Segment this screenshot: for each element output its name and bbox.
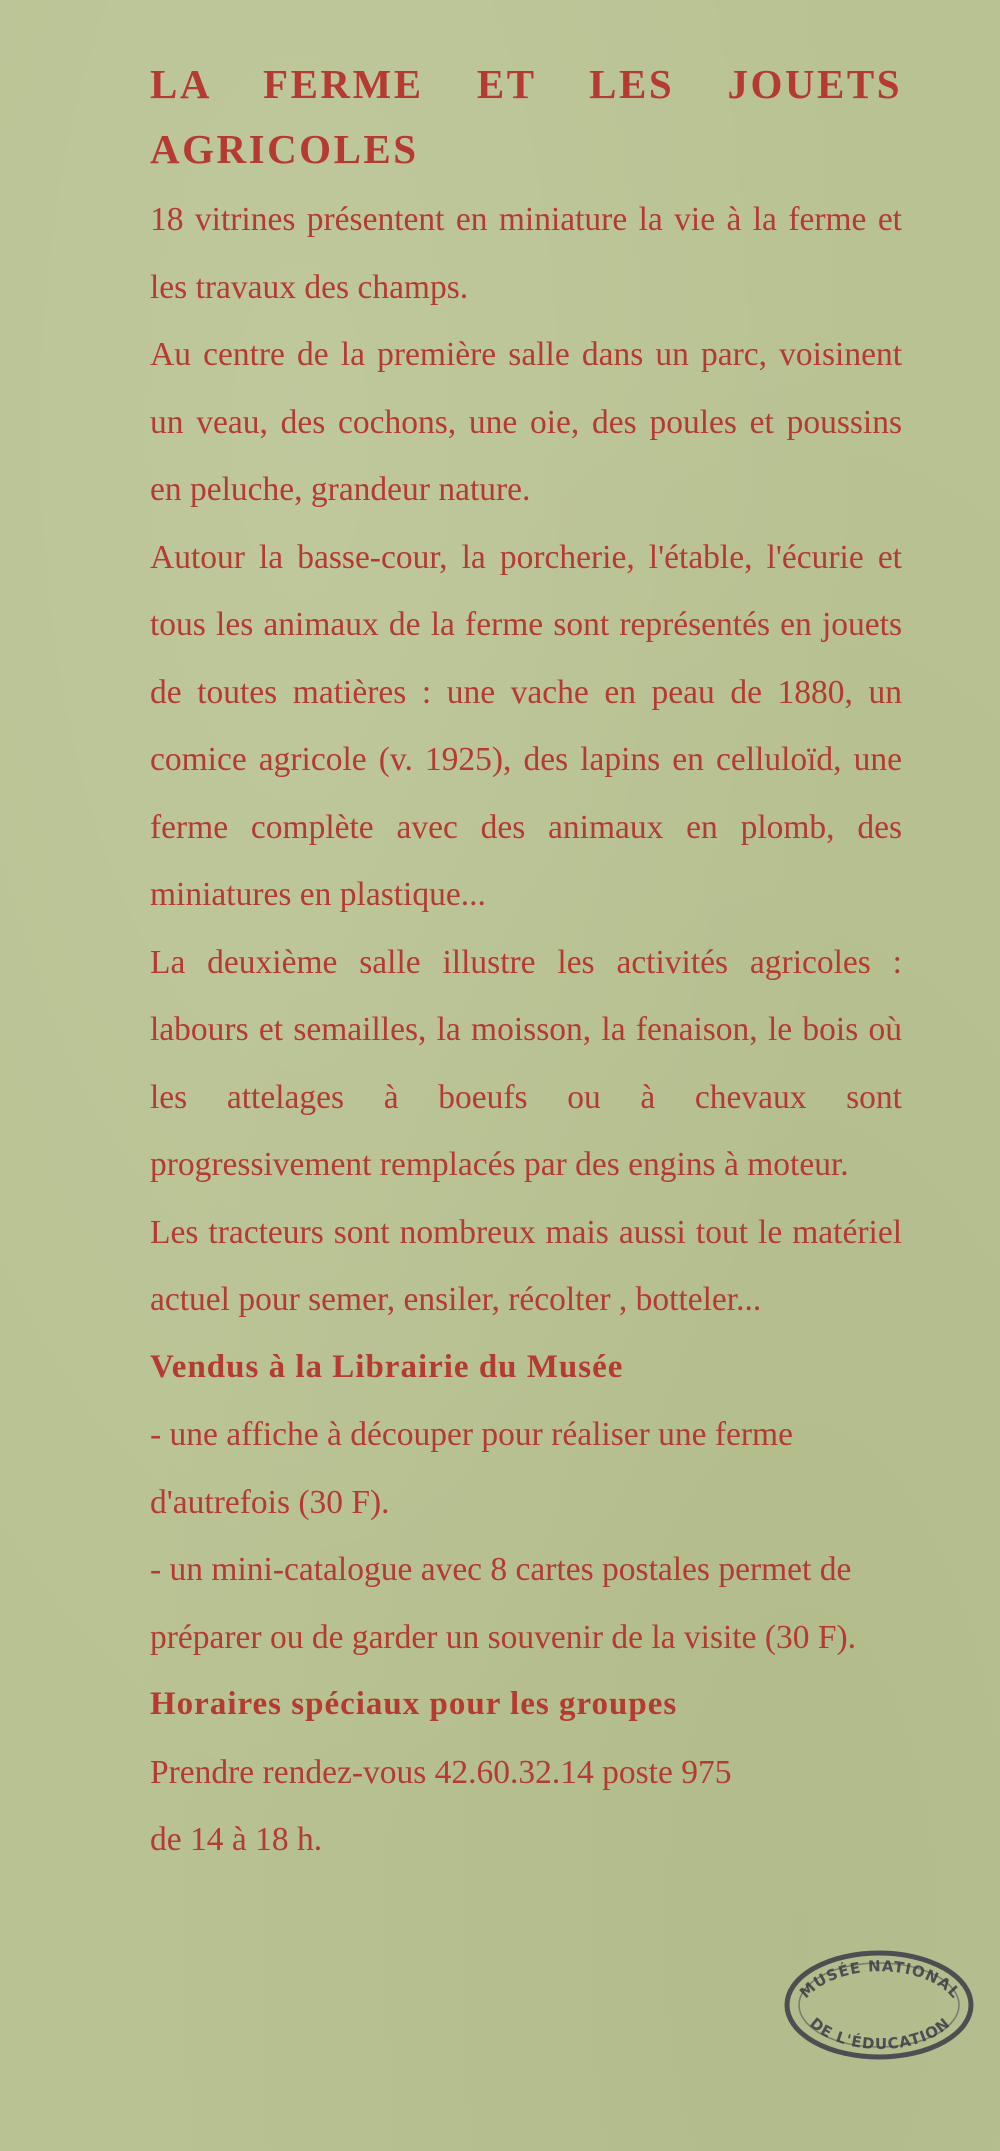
- first-room-paragraph: Au centre de la première salle dans un parc, voisinent un veau, des cochons, une oie, des poules et poussins en peluche, grandeur nature.: [150, 336, 902, 508]
- second-room-paragraph: La deuxième salle illustre les activités agricoles : labours et semailles, la moisson, la fenaison, le bois où les attelages à boeufs ou à chevaux sont progressivement remplacés par des engins à moteur.: [150, 943, 902, 1183]
- museum-stamp: [780, 1945, 976, 2063]
- groups-hours-line: de 14 à 18 h.: [150, 1821, 323, 1858]
- stamp-text-top: MUSÉE NATIONAL: [796, 1957, 965, 2003]
- document-body: [150, 52, 902, 1874]
- groups-appointment-line: Prendre rendez-vous 42.60.32.14 poste 975: [150, 1753, 732, 1791]
- stamp-text-bottom: DE L'ÉDUCATION: [806, 2013, 954, 2054]
- shop-item-poster: - une affiche à découper pour réaliser une ferme d'autrefois (30 F).: [150, 1416, 793, 1521]
- tractors-paragraph: Les tracteurs sont nombreux mais aussi tout le matériel actuel pour semer, ensiler, récolter , botteler...: [150, 1213, 902, 1318]
- farm-animals-paragraph: Autour la basse-cour, la porcherie, l'étable, l'écurie et tous les animaux de la ferme sont représentés en jouets de toutes matières : une vache en peau de 1880, un comice agricole (v. 1925), des lapins en celluloïd, une ferme complète avec des animaux en plomb, des miniatures en plastique...: [150, 538, 902, 913]
- page-title: [150, 52, 902, 182]
- groups-heading: Horaires spéciaux pour les groupes: [150, 1686, 678, 1722]
- intro-paragraph: 18 vitrines présentent en miniature la vie à la ferme et les travaux des champs.: [150, 201, 902, 306]
- title-line-2: AGRICOLES: [150, 126, 419, 172]
- shop-heading: Vendus à la Librairie du Musée: [150, 1348, 624, 1385]
- title-line-1: LA FERME ET LES JOUETS: [150, 61, 902, 107]
- shop-item-catalogue: - un mini-catalogue avec 8 cartes postales permet de préparer ou de garder un souvenir de la visite (30 F).: [150, 1551, 857, 1656]
